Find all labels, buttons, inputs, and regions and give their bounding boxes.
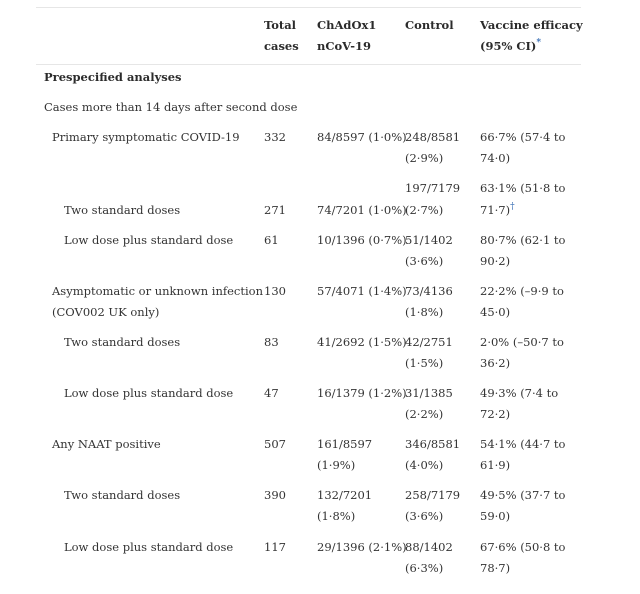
row-two-standard-control-line2: (2·7%) [405,203,444,217]
row-asymptomatic-efficacy-line1: 22·2% (–9·9 to [480,284,564,298]
row-naat-low-dose-control-line1: 88/1402 [405,540,453,554]
row-primary-symptomatic-total: 332 [264,130,286,144]
row-two-standard-efficacy-line2 [480,199,515,221]
row-asymptomatic-label-line2: (COV002 UK only) [52,305,160,319]
row-naat-two-standard-chadox1-line1: 132/7201 [317,488,373,502]
row-any-naat-control-line1: 346/8581 [405,437,461,451]
row-naat-low-dose-control-line2: (6·3%) [405,561,444,575]
row-naat-two-standard-chadox1-line2: (1·8%) [317,509,356,523]
row-primary-symptomatic-control-line2: (2·9%) [405,151,444,165]
row-low-dose-control-line1: 51/1402 [405,233,453,247]
row-asymptomatic-total: 130 [264,284,286,298]
row-naat-two-standard-total: 390 [264,488,286,502]
row-naat-low-dose-efficacy-line2: 78·7) [480,561,511,575]
row-asymptomatic-label-line1: Asymptomatic or unknown infection [52,284,263,298]
row-naat-two-standard-control-line2: (3·6%) [405,509,444,523]
row-asymptomatic-chadox1: 57/4071 (1·4%) [317,284,407,298]
row-any-naat-label: Any NAAT positive [52,437,161,451]
row-naat-two-standard-control-line1: 258/7179 [405,488,461,502]
footnote-dagger-link[interactable]: † [510,202,515,213]
row-asymp-two-standard-chadox1: 41/2692 (1·5%) [317,335,407,349]
header-chadox1-line2: nCoV-19 [317,39,372,53]
row-asymp-two-standard-total: 83 [264,335,279,349]
header-bottom-rule [36,64,581,65]
row-two-standard-efficacy-text: 71·7) [480,203,511,217]
table-top-rule [36,7,581,8]
row-naat-low-dose-efficacy-line1: 67·6% (50·8 to [480,540,566,554]
row-any-naat-efficacy-line2: 61·9) [480,458,511,472]
row-two-standard-total: 271 [264,203,286,217]
row-any-naat-efficacy-line1: 54·1% (44·7 to [480,437,566,451]
row-low-dose-control-line2: (3·6%) [405,254,444,268]
row-asymptomatic-control-line1: 73/4136 [405,284,453,298]
row-naat-two-standard-efficacy-line1: 49·5% (37·7 to [480,488,566,502]
row-naat-low-dose-total: 117 [264,540,286,554]
row-asymp-low-dose-efficacy-line1: 49·3% (7·4 to [480,386,559,400]
row-low-dose-efficacy-line1: 80·7% (62·1 to [480,233,566,247]
section-prespecified-analyses: Prespecified analyses [44,70,182,84]
row-two-standard-efficacy-line1: 63·1% (51·8 to [480,181,566,195]
row-primary-symptomatic-efficacy-line2: 74·0) [480,151,511,165]
header-vaccine-efficacy-line2 [480,35,541,57]
row-low-dose-efficacy-line2: 90·2) [480,254,511,268]
row-asymptomatic-efficacy-line2: 45·0) [480,305,511,319]
row-low-dose-total: 61 [264,233,279,247]
row-any-naat-total: 507 [264,437,286,451]
row-primary-symptomatic-chadox1: 84/8597 (1·0%) [317,130,407,144]
row-two-standard-label: Two standard doses [64,203,181,217]
header-total-cases-line2: cases [264,39,299,53]
row-primary-symptomatic-control-line1: 248/8581 [405,130,461,144]
header-ci-text: (95% CI) [480,39,537,53]
header-control: Control [405,18,454,32]
row-asymp-two-standard-label: Two standard doses [64,335,181,349]
row-naat-two-standard-label: Two standard doses [64,488,181,502]
row-primary-symptomatic-efficacy-line1: 66·7% (57·4 to [480,130,566,144]
row-asymp-low-dose-control-line1: 31/1385 [405,386,453,400]
row-any-naat-control-line2: (4·0%) [405,458,444,472]
row-asymp-two-standard-control-line1: 42/2751 [405,335,453,349]
row-primary-symptomatic-label: Primary symptomatic COVID-19 [52,130,240,144]
row-asymp-two-standard-efficacy-line1: 2·0% (–50·7 to [480,335,564,349]
footnote-star-link[interactable]: * [536,38,542,49]
row-low-dose-label: Low dose plus standard dose [64,233,234,247]
row-asymp-two-standard-control-line2: (1·5%) [405,356,444,370]
row-low-dose-chadox1: 10/1396 (0·7%) [317,233,407,247]
header-vaccine-efficacy-line1: Vaccine efficacy [480,18,583,32]
row-two-standard-chadox1: 74/7201 (1·0%) [317,203,407,217]
row-asymp-low-dose-efficacy-line2: 72·2) [480,407,511,421]
row-naat-low-dose-label: Low dose plus standard dose [64,540,234,554]
row-asymp-low-dose-control-line2: (2·2%) [405,407,444,421]
header-chadox1-line1: ChAdOx1 [317,18,377,32]
row-asymp-low-dose-total: 47 [264,386,279,400]
row-any-naat-chadox1-line2: (1·9%) [317,458,356,472]
row-asymptomatic-control-line2: (1·8%) [405,305,444,319]
row-any-naat-chadox1-line1: 161/8597 [317,437,373,451]
row-asymp-two-standard-efficacy-line2: 36·2) [480,356,511,370]
row-naat-low-dose-chadox1: 29/1396 (2·1%) [317,540,407,554]
row-asymp-low-dose-chadox1: 16/1379 (1·2%) [317,386,407,400]
row-two-standard-control-line1: 197/7179 [405,181,461,195]
header-total-cases-line1: Total [264,18,297,32]
row-asymp-low-dose-label: Low dose plus standard dose [64,386,234,400]
section-cases-14-days: Cases more than 14 days after second dose [44,100,298,114]
row-naat-two-standard-efficacy-line2: 59·0) [480,509,511,523]
